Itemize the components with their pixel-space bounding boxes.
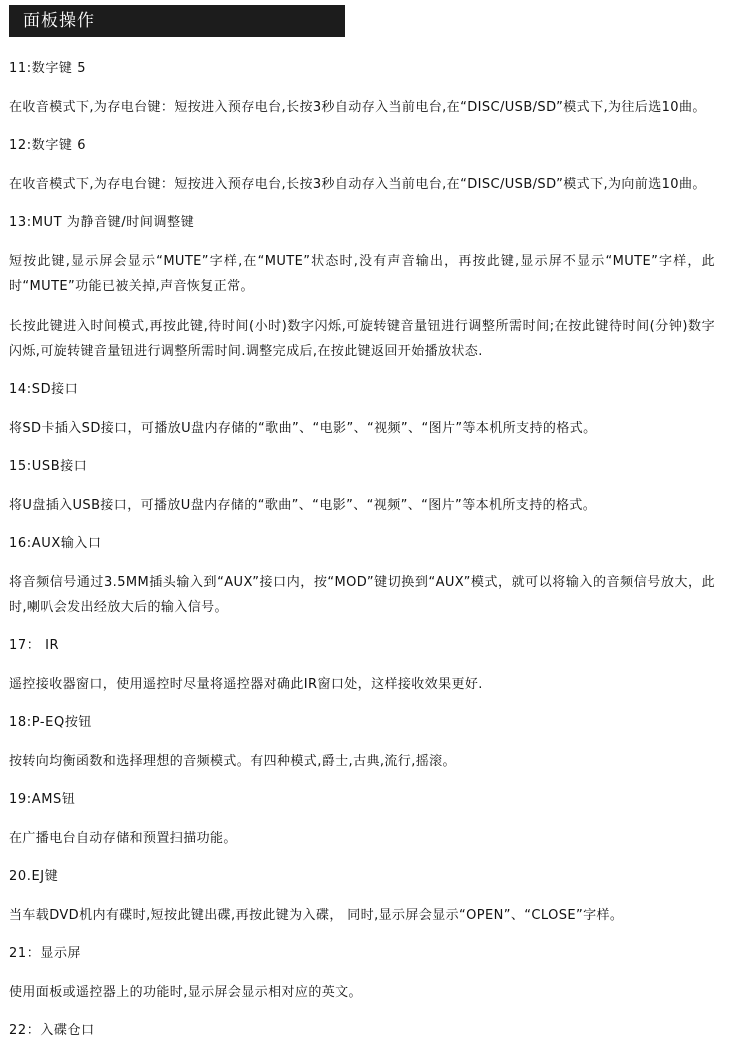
entry-paragraph: 在广播电台自动存储和预置扫描功能。 [9, 831, 237, 846]
entry-heading: 17： IR [9, 638, 60, 653]
entry-paragraph: 短按此键,显示屏会显示“MUTE”字样,在“MUTE”状态时,没有声音输出，再按此键,显示屏不显示“MUTE”字样，此时“MUTE”功能已被关掉,声音恢复正常。 [9, 254, 715, 294]
entry-heading: 11:数字键 5 [9, 61, 87, 76]
entry-paragraph: 将音频信号通过3.5MM插头输入到“AUX”接口内，按“MOD”键切换到“AUX”模式，就可以将输入的音频信号放大，此时,喇叭会发出经放大后的输入信号。 [9, 575, 715, 615]
entry-heading: 18:P-EQ按钮 [9, 715, 93, 730]
entry-heading: 13:MUT 为静音键/时间调整键 [9, 215, 195, 230]
entry-paragraph: 在收音模式下,为存电台键：短按进入预存电台,长按3秒自动存入当前电台,在“DISC/USB/SD”模式下,为往后选10曲。 [9, 100, 706, 115]
entry-heading: 22：入碟仓口 [9, 1023, 95, 1038]
entry-paragraph: 当车载DVD机内有碟时,短按此键出碟,再按此键为入碟， 同时,显示屏会显示“OPEN”、“CLOSE”字样。 [9, 908, 624, 923]
entry-heading: 20.EJ键 [9, 869, 59, 884]
entry-heading: 15:USB接口 [9, 459, 88, 474]
entry-heading: 21：显示屏 [9, 946, 82, 961]
entry-paragraph: 将U盘插入USB接口，可播放U盘内存储的“歌曲”、“电影”、“视频”、“图片”等本机所支持的格式。 [9, 498, 597, 513]
entries-list [9, 58, 715, 1057]
entry-heading: 19:AMS钮 [9, 792, 76, 807]
section-title: 面板操作 [23, 11, 95, 31]
entry-paragraph: 使用面板或遥控器上的功能时,显示屏会显示相对应的英文。 [9, 985, 362, 1000]
section-title-bar [9, 5, 345, 37]
entry-heading: 14:SD接口 [9, 382, 79, 397]
entry-paragraph: 在收音模式下,为存电台键：短按进入预存电台,长按3秒自动存入当前电台,在“DISC/USB/SD”模式下,为向前选10曲。 [9, 177, 706, 192]
entry-paragraph: 按转向均衡函数和选择理想的音频模式。有四种模式,爵士,古典,流行,摇滚。 [9, 754, 456, 769]
entry-paragraph: 遥控接收器窗口，使用遥控时尽量将遥控器对确此IR窗口处，这样接收效果更好. [9, 677, 483, 692]
entry-paragraph: 长按此键进入时间模式,再按此键,待时间(小时)数字闪烁,可旋转键音量钮进行调整所需时间;在按此键待时间(分钟)数字闪烁,可旋转键音量钮进行调整所需时间.调整完成后,在按此键返回开始播放状态. [9, 319, 715, 359]
entry-paragraph: 将SD卡插入SD接口，可播放U盘内存储的“歌曲”、“电影”、“视频”、“图片”等本机所支持的格式。 [9, 421, 597, 436]
entry-heading: 16:AUX输入口 [9, 536, 102, 551]
entry-heading: 12:数字键 6 [9, 138, 87, 153]
